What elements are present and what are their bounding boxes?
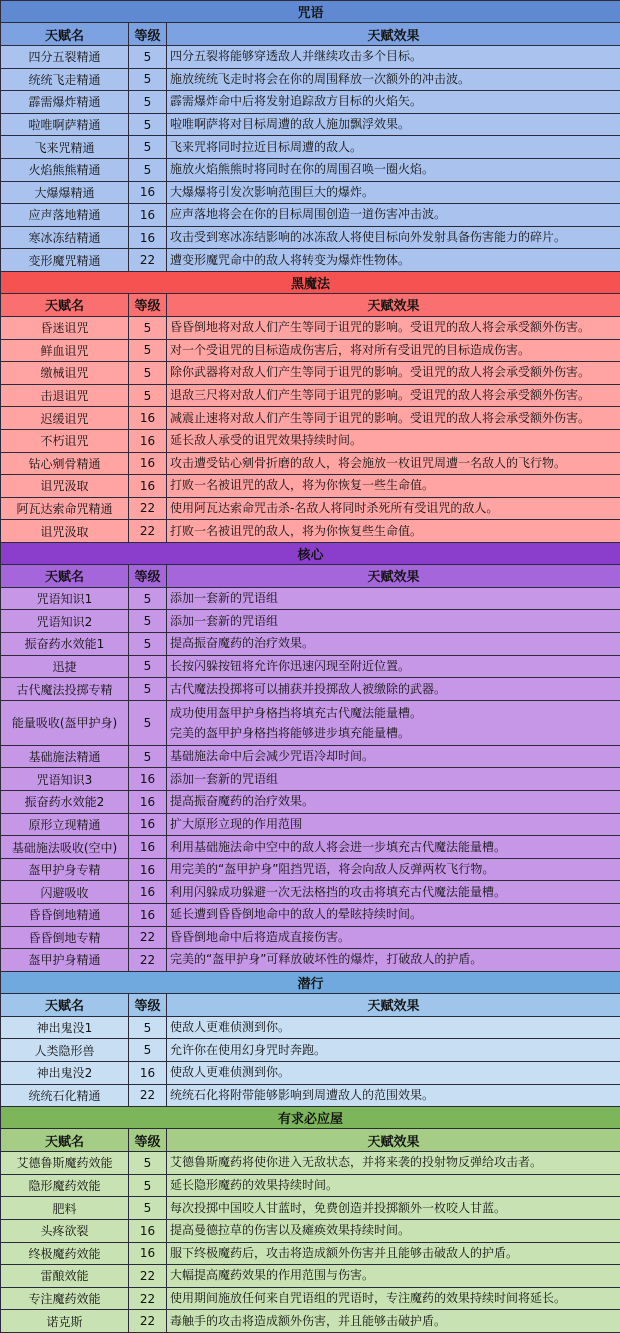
talent-name: 大爆爆精通 — [1, 181, 129, 204]
talent-name: 鲜血诅咒 — [1, 339, 129, 362]
talent-level: 16 — [129, 768, 167, 791]
column-header-name: 天赋名 — [1, 23, 129, 46]
talent-effect: 服下终极魔药后，攻击将造成额外伤害并且能够击破敌人的护盾。 — [167, 1242, 620, 1265]
talent-effect: 统统石化将附带能够影响到周遭敌人的范围效果。 — [167, 1084, 620, 1107]
talent-name: 阿瓦达索命咒精通 — [1, 497, 129, 520]
talent-name: 基础施法精通 — [1, 745, 129, 768]
talent-row — [1, 1219, 620, 1242]
talent-name: 肥料 — [1, 1197, 129, 1220]
talent-row — [1, 813, 620, 836]
talent-row — [1, 1152, 620, 1175]
talent-row — [1, 158, 620, 181]
talent-name: 钻心剜骨精通 — [1, 452, 129, 475]
talent-name: 艾德鲁斯魔药效能 — [1, 1152, 129, 1175]
talent-name: 咒语知识1 — [1, 587, 129, 610]
talent-row — [1, 655, 620, 678]
talent-effect: 使敌人更难侦测到你。 — [167, 1061, 620, 1084]
talent-effect: 添加一套新的咒语组 — [167, 587, 620, 610]
talent-row — [1, 1061, 620, 1084]
talent-row — [1, 1084, 620, 1107]
talent-level: 16 — [129, 204, 167, 227]
talent-level: 16 — [129, 181, 167, 204]
talent-name: 隐形魔药效能 — [1, 1174, 129, 1197]
column-header-row — [1, 1129, 620, 1152]
talent-effect: 添加一套新的咒语组 — [167, 610, 620, 633]
talent-effect: 长按闪躲按钮将允许你迅速闪现至附近位置。 — [167, 655, 620, 678]
talent-level: 5 — [129, 339, 167, 362]
talent-row — [1, 520, 620, 543]
talent-row — [1, 339, 620, 362]
talent-level: 5 — [129, 1152, 167, 1175]
talent-name: 啦唯啊萨精通 — [1, 113, 129, 136]
talent-row — [1, 1242, 620, 1265]
section-title: 咒语 — [1, 1, 620, 23]
talent-name: 统统石化精通 — [1, 1084, 129, 1107]
talent-name: 咒语知识3 — [1, 768, 129, 791]
talent-effect: 大幅提高魔药效果的作用范围与伤害。 — [167, 1265, 620, 1288]
talent-name: 四分五裂精通 — [1, 46, 129, 69]
talent-level: 16 — [129, 452, 167, 475]
talent-name: 击退诅咒 — [1, 384, 129, 407]
talent-level: 5 — [129, 91, 167, 114]
talent-row — [1, 678, 620, 701]
column-header-row — [1, 293, 620, 316]
talent-row — [1, 249, 620, 272]
talent-effect: 减震止速将对敌人们产生等同于诅咒的影响。受诅咒的敌人将会承受额外伤害。 — [167, 407, 620, 430]
talent-effect: 飞来咒将同时拉近目标周遭的敌人。 — [167, 136, 620, 159]
talent-effect: 大爆爆将引发次影响范围巨大的爆炸。 — [167, 181, 620, 204]
talent-name: 火焰熊熊精通 — [1, 158, 129, 181]
talent-level: 22 — [129, 949, 167, 972]
talent-effect: 使用期间施放任何来自咒语组的咒语时，专注魔药的效果持续时间将延长。 — [167, 1287, 620, 1310]
talent-name: 应声落地精通 — [1, 204, 129, 227]
talent-row — [1, 858, 620, 881]
talent-row — [1, 204, 620, 227]
talent-name: 诅咒汲取 — [1, 475, 129, 498]
talent-effect — [167, 700, 620, 745]
talent-level: 16 — [129, 836, 167, 859]
talent-effect: 毒触手的攻击将造成额外伤害，并且能够击破护盾。 — [167, 1310, 620, 1333]
section-title-row — [1, 1107, 620, 1129]
column-header-level: 等级 — [129, 293, 167, 316]
talent-name: 昏昏倒地专精 — [1, 926, 129, 949]
talent-level: 22 — [129, 1310, 167, 1333]
talent-level: 5 — [129, 587, 167, 610]
talent-effect: 对一个受诅咒的目标造成伤害后，将对所有受诅咒的目标造成伤害。 — [167, 339, 620, 362]
talent-row — [1, 1197, 620, 1220]
talent-level: 5 — [129, 1197, 167, 1220]
column-header-level: 等级 — [129, 1129, 167, 1152]
talent-row — [1, 113, 620, 136]
talent-level: 16 — [129, 226, 167, 249]
talent-level: 5 — [129, 1174, 167, 1197]
talent-effect: 遭变形魔咒命中的敌人将转变为爆炸性物体。 — [167, 249, 620, 272]
talent-row — [1, 700, 620, 745]
talent-row — [1, 429, 620, 452]
talent-level: 5 — [129, 745, 167, 768]
talent-row — [1, 1265, 620, 1288]
talent-name: 盔甲护身专精 — [1, 858, 129, 881]
talent-level: 16 — [129, 475, 167, 498]
talent-level: 5 — [129, 610, 167, 633]
talent-level: 22 — [129, 497, 167, 520]
talent-level: 5 — [129, 113, 167, 136]
talent-effect: 攻击遭受钻心剜骨折磨的敌人，将会施放一枚诅咒周遭一名敌人的飞行物。 — [167, 452, 620, 475]
talent-row — [1, 1287, 620, 1310]
talent-name: 迟缓诅咒 — [1, 407, 129, 430]
talent-name: 迅捷 — [1, 655, 129, 678]
talent-effect: 利用闪躲成功躲避一次无法格挡的攻击将填充古代魔法能量槽。 — [167, 881, 620, 904]
talent-level: 16 — [129, 858, 167, 881]
talent-row — [1, 384, 620, 407]
talent-row — [1, 949, 620, 972]
talent-effect: 允许你在使用幻身咒时奔跑。 — [167, 1039, 620, 1062]
talent-effect: 昏昏倒地将对敌人们产生等同于诅咒的影响。受诅咒的敌人将会承受额外伤害。 — [167, 316, 620, 339]
talent-effect: 古代魔法投掷将可以捕获并投掷敌人被缴除的武器。 — [167, 678, 620, 701]
talent-effect: 攻击受到寒冰冻结影响的冰冻敌人将使目标向外发射具备伤害能力的碎片。 — [167, 226, 620, 249]
talent-row — [1, 791, 620, 814]
talent-level: 5 — [129, 46, 167, 69]
talent-effect: 提高振奋魔药的治疗效果。 — [167, 633, 620, 656]
talent-effect: 使敌人更难侦测到你。 — [167, 1016, 620, 1039]
talent-effect: 昏昏倒地命中后将造成直接伤害。 — [167, 926, 620, 949]
talent-level: 5 — [129, 362, 167, 385]
talent-level: 16 — [129, 1219, 167, 1242]
talent-effect: 施放统统飞走时将会在你的周围释放一次额外的冲击波。 — [167, 68, 620, 91]
talent-name: 专注魔药效能 — [1, 1287, 129, 1310]
talent-effect: 每次投掷中国咬人甘蓝时，免费创造并投掷额外一枚咬人甘蓝。 — [167, 1197, 620, 1220]
talent-level: 22 — [129, 249, 167, 272]
talent-name: 人类隐形兽 — [1, 1039, 129, 1062]
talent-name: 诺克斯 — [1, 1310, 129, 1333]
talent-row — [1, 407, 620, 430]
column-header-name: 天赋名 — [1, 1129, 129, 1152]
section-title-row — [1, 542, 620, 564]
talent-effect: 添加一套新的咒语组 — [167, 768, 620, 791]
talent-effect: 啦唯啊萨将对目标周遭的敌人施加飘浮效果。 — [167, 113, 620, 136]
talent-name: 不朽诅咒 — [1, 429, 129, 452]
talent-level: 16 — [129, 904, 167, 927]
talent-effect: 施放火焰熊熊时将同时在你的周围召唤一圈火焰。 — [167, 158, 620, 181]
column-header-name: 天赋名 — [1, 564, 129, 587]
talent-effect: 霹需爆炸命中后将发射追踪敌方目标的火焰矢。 — [167, 91, 620, 114]
talent-level: 5 — [129, 1039, 167, 1062]
column-header-row — [1, 564, 620, 587]
talent-effect: 退敌三尺将对敌人们产生等同于诅咒的影响。受诅咒的敌人将会承受额外伤害。 — [167, 384, 620, 407]
talent-row — [1, 633, 620, 656]
talent-row — [1, 181, 620, 204]
talent-name: 振奋药水效能1 — [1, 633, 129, 656]
talent-level: 16 — [129, 881, 167, 904]
talent-effect: 艾德鲁斯魔药将使你进入无敌状态，并将来袭的投射物反弹给攻击者。 — [167, 1152, 620, 1175]
talent-effect: 应声落地将会在你的目标周围创造一道伤害冲击波。 — [167, 204, 620, 227]
talent-effect: 提高振奋魔药的治疗效果。 — [167, 791, 620, 814]
talent-effect: 利用基础施法命中空中的敌人将会进一步填充古代魔法能量槽。 — [167, 836, 620, 859]
column-header-row — [1, 993, 620, 1016]
talent-effect-line: 成功使用盔甲护身格挡将填充古代魔法能量槽。 — [170, 703, 620, 723]
talent-row — [1, 91, 620, 114]
talent-level: 5 — [129, 136, 167, 159]
talent-row — [1, 362, 620, 385]
talent-name: 能量吸收(盔甲护身) — [1, 700, 129, 745]
talent-name: 基础施法吸收(空中) — [1, 836, 129, 859]
talent-name: 神出鬼没1 — [1, 1016, 129, 1039]
talent-effect: 扩大原形立现的作用范围 — [167, 813, 620, 836]
talent-level: 22 — [129, 1287, 167, 1310]
talent-level: 5 — [129, 655, 167, 678]
talent-level: 5 — [129, 316, 167, 339]
talent-effect: 完美的“盔甲护身”可释放破坏性的爆炸，打破敌人的护盾。 — [167, 949, 620, 972]
talent-name: 头疼欲裂 — [1, 1219, 129, 1242]
talent-row — [1, 587, 620, 610]
talent-row — [1, 1174, 620, 1197]
talent-row — [1, 745, 620, 768]
talent-effect: 用完美的“盔甲护身”阻挡咒语，将会向敌人反弹两枚飞行物。 — [167, 858, 620, 881]
talent-row — [1, 475, 620, 498]
section-title: 有求必应屋 — [1, 1107, 620, 1129]
talent-level: 16 — [129, 429, 167, 452]
talent-name: 盔甲护身精通 — [1, 949, 129, 972]
column-header-name: 天赋名 — [1, 993, 129, 1016]
section-title: 潜行 — [1, 971, 620, 993]
talent-effect: 打败一名被诅咒的敌人，将为你恢复一些生命值。 — [167, 475, 620, 498]
talent-level: 16 — [129, 791, 167, 814]
talent-effect: 延长隐形魔药的效果持续时间。 — [167, 1174, 620, 1197]
talent-name: 昏昏倒地精通 — [1, 904, 129, 927]
talent-row — [1, 316, 620, 339]
talent-level: 22 — [129, 1084, 167, 1107]
talent-name: 缴械诅咒 — [1, 362, 129, 385]
talent-effect: 四分五裂将能够穿透敌人并继续攻击多个目标。 — [167, 46, 620, 69]
talent-name: 飞来咒精通 — [1, 136, 129, 159]
talent-level: 16 — [129, 1242, 167, 1265]
talent-name: 诅咒汲取 — [1, 520, 129, 543]
talent-name: 统统飞走精通 — [1, 68, 129, 91]
talent-level: 5 — [129, 1016, 167, 1039]
talent-row — [1, 497, 620, 520]
talent-level: 16 — [129, 1061, 167, 1084]
talent-row — [1, 1016, 620, 1039]
talent-name: 咒语知识2 — [1, 610, 129, 633]
talent-name: 变形魔咒精通 — [1, 249, 129, 272]
talent-level: 5 — [129, 633, 167, 656]
talent-level: 16 — [129, 407, 167, 430]
talent-effect: 使用阿瓦达索命咒击杀-名敌人将同时杀死所有受诅咒的敌人。 — [167, 497, 620, 520]
talent-effect: 延长敌人承受的诅咒效果持续时间。 — [167, 429, 620, 452]
talent-name: 闪避吸收 — [1, 881, 129, 904]
talent-name: 振奋药水效能2 — [1, 791, 129, 814]
talent-level: 5 — [129, 68, 167, 91]
column-header-effect: 天赋效果 — [167, 23, 620, 46]
talent-effect-line: 完美的盔甲护身格挡将能够进步填充能量槽。 — [170, 723, 620, 743]
column-header-row — [1, 23, 620, 46]
column-header-effect: 天赋效果 — [167, 293, 620, 316]
talent-row — [1, 881, 620, 904]
talent-level: 5 — [129, 384, 167, 407]
section-title-row — [1, 1, 620, 23]
talent-row — [1, 452, 620, 475]
talent-level: 5 — [129, 700, 167, 745]
talent-effect: 除你武器将对敌人们产生等同于诅咒的影响。受诅咒的敌人将会承受额外伤害。 — [167, 362, 620, 385]
section-title-row — [1, 271, 620, 293]
column-header-level: 等级 — [129, 23, 167, 46]
column-header-level: 等级 — [129, 993, 167, 1016]
section-title: 黑魔法 — [1, 271, 620, 293]
section-title: 核心 — [1, 542, 620, 564]
section-title-row — [1, 971, 620, 993]
talent-name: 原形立现精通 — [1, 813, 129, 836]
talent-level: 16 — [129, 813, 167, 836]
talent-name: 寒冰冻结精通 — [1, 226, 129, 249]
talent-effect: 提高曼德拉草的伤害以及瘫痪效果持续时间。 — [167, 1219, 620, 1242]
talent-level: 5 — [129, 678, 167, 701]
talent-row — [1, 904, 620, 927]
talent-effect: 基础施法命中后会减少咒语冷却时间。 — [167, 745, 620, 768]
talent-level: 22 — [129, 926, 167, 949]
talent-name: 神出鬼没2 — [1, 1061, 129, 1084]
talent-level: 22 — [129, 1265, 167, 1288]
talent-name: 霹需爆炸精通 — [1, 91, 129, 114]
column-header-level: 等级 — [129, 564, 167, 587]
talent-row — [1, 768, 620, 791]
talent-effect: 延长遭到昏昏倒地命中的敌人的晕眩持续时间。 — [167, 904, 620, 927]
talent-name: 古代魔法投掷专精 — [1, 678, 129, 701]
talent-row — [1, 68, 620, 91]
column-header-effect: 天赋效果 — [167, 993, 620, 1016]
talent-level: 22 — [129, 520, 167, 543]
talent-level: 5 — [129, 158, 167, 181]
talent-effect: 打败一名被诅咒的敌人，将为你恢复些生命值。 — [167, 520, 620, 543]
column-header-name: 天赋名 — [1, 293, 129, 316]
talent-row — [1, 226, 620, 249]
talent-name: 终极魔药效能 — [1, 1242, 129, 1265]
talent-row — [1, 926, 620, 949]
talent-row — [1, 1039, 620, 1062]
column-header-effect: 天赋效果 — [167, 1129, 620, 1152]
column-header-effect: 天赋效果 — [167, 564, 620, 587]
talent-row — [1, 1310, 620, 1333]
talent-name: 昏迷诅咒 — [1, 316, 129, 339]
talent-name: 雷酿效能 — [1, 1265, 129, 1288]
talent-row — [1, 136, 620, 159]
talent-row — [1, 46, 620, 69]
talent-row — [1, 610, 620, 633]
talent-row — [1, 836, 620, 859]
